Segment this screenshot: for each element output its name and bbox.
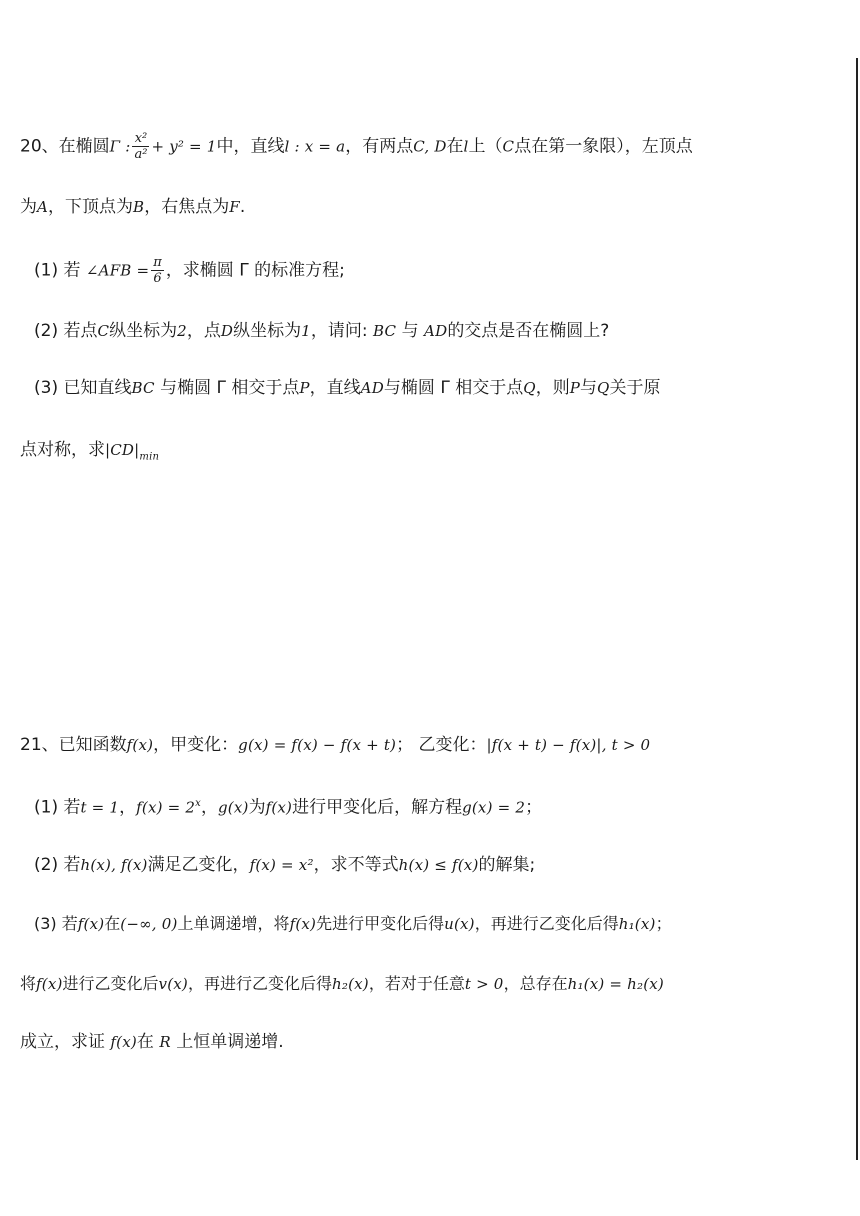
right-margin-rule (856, 58, 858, 1160)
q21-part-3-end: 成立，求证 f(x)在 R 上恒单调递增. (20, 1032, 284, 1052)
pi-over-6-fraction: $\frac{\pi}{6}$ (153, 255, 162, 286)
q21-part-3-cont: 将f(x)进行乙变化后v(x)，再进行乙变化后得h₂(x)，若对于任意t > 0，总存在h₁(x) = h₂(x) (20, 974, 664, 993)
q21-part-1: (1) 若t = 1，$f(x) = 2^x$，g(x)为f(x)进行甲变化后，解方程g(x) = 2； (34, 797, 543, 818)
q21-part-2: (2) 若h(x), f(x)满足乙变化，f(x) = x²，求不等式h(x) ≤ f(x)的解集; (34, 855, 536, 875)
q20-part-2: (2) 若点C纵坐标为2，点D纵坐标为1，请问: BC 与 AD的交点是否在椭圆上? (34, 321, 610, 341)
q20-line-1: 20、在椭圆Γ : $\frac{\text{x²}}{\text{a²}}$ + y² = 1中，直线l : x = a，有两点C, D在l上（C点在第一象限），左顶点 (20, 131, 693, 162)
q20-part-3: (3) 已知直线BC 与椭圆 Γ 相交于点P，直线AD与椭圆 Γ 相交于点Q，则P与Q关于原 (34, 378, 661, 398)
q21-line-1: 21、已知函数f(x)，甲变化：g(x) = f(x) − f(x + t)； 乙变化：|f(x + t) − f(x)|, t > 0 (20, 735, 651, 755)
q20-part-1: (1) 若 ∠AFB = $\frac{\pi}{6}$ ，求椭圆 Γ 的标准方程; (34, 255, 345, 286)
q21-part-3: (3) 若f(x)在(−∞, 0)上单调递增，将f(x)先进行甲变化后得u(x)，再进行乙变化后得h₁(x)； (34, 914, 672, 933)
q20-part-3-cont: 点对称，求$|CD|_{min}$ (20, 440, 160, 463)
q20-line-2: 为A，下顶点为B，右焦点为F. (20, 197, 246, 217)
ellipse-fraction: $\frac{\text{x²}}{\text{a²}}$ (134, 131, 148, 162)
